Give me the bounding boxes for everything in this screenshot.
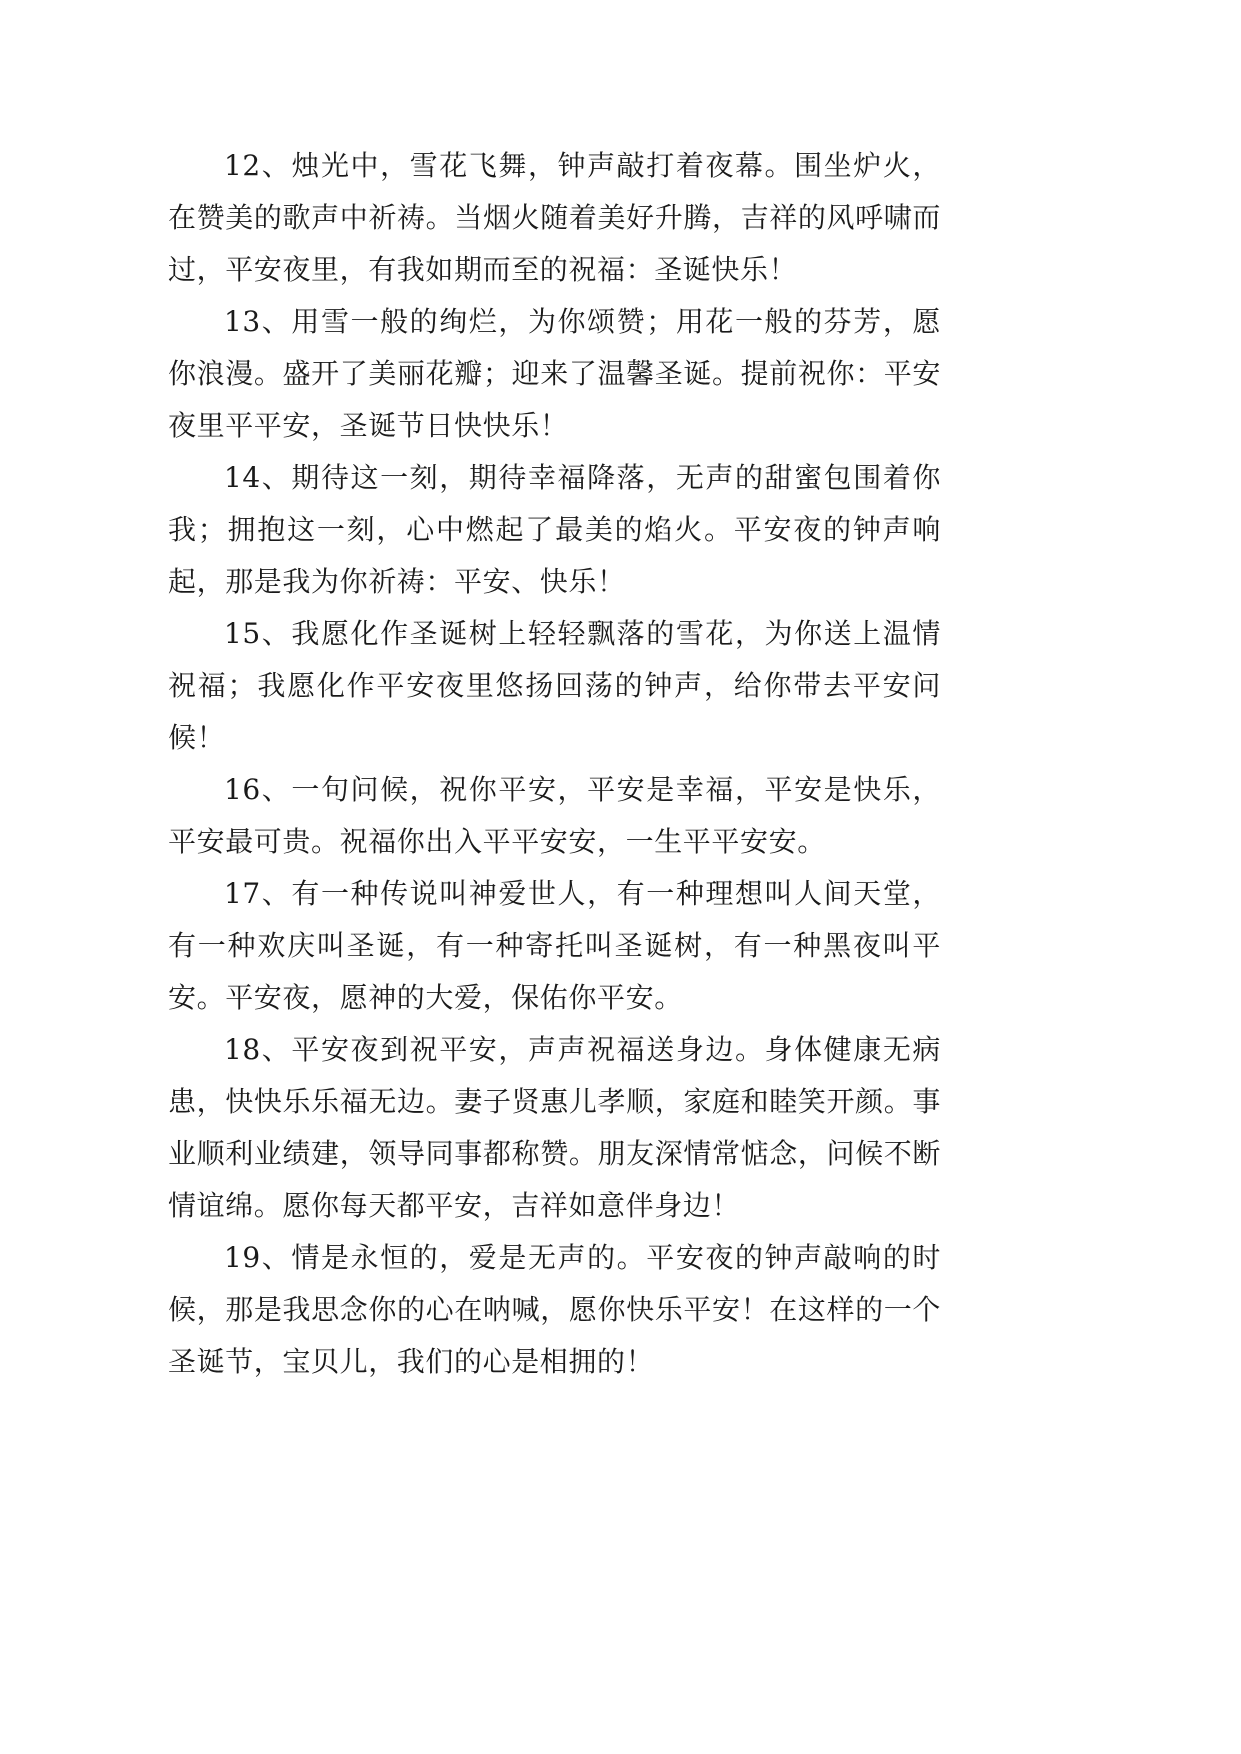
paragraph-14: 14、期待这一刻，期待幸福降落，无声的甜蜜包围着你我；拥抱这一刻，心中燃起了最美的焰火。平安夜的钟声响起，那是我为你祈祷：平安、快乐！ xyxy=(168,461,941,598)
paragraph-13: 13、用雪一般的绚烂，为你颂赞；用花一般的芬芳，愿你浪漫。盛开了美丽花瓣；迎来了温馨圣诞。提前祝你：平安夜里平平安，圣诞节日快快乐！ xyxy=(168,305,941,442)
paragraph-18: 18、平安夜到祝平安，声声祝福送身边。身体健康无病患，快快乐乐福无边。妻子贤惠儿孝顺，家庭和睦笑开颜。事业顺利业绩建，领导同事都称赞。朋友深情常惦念，问候不断情谊绵。愿你每天都平安，吉祥如意伴身边！ xyxy=(168,1033,941,1222)
document-body xyxy=(168,140,941,1388)
paragraph-19: 19、情是永恒的，爱是无声的。平安夜的钟声敲响的时候，那是我思念你的心在呐喊，愿你快乐平安！在这样的一个圣诞节，宝贝儿，我们的心是相拥的！ xyxy=(168,1241,941,1378)
paragraph-15: 15、我愿化作圣诞树上轻轻飘落的雪花，为你送上温情祝福；我愿化作平安夜里悠扬回荡的钟声，给你带去平安问候！ xyxy=(168,617,941,754)
paragraph-16: 16、一句问候，祝你平安，平安是幸福，平安是快乐，平安最可贵。祝福你出入平平安安，一生平平安安。 xyxy=(168,773,941,858)
paragraph-12: 12、烛光中，雪花飞舞，钟声敲打着夜幕。围坐炉火，在赞美的歌声中祈祷。当烟火随着美好升腾，吉祥的风呼啸而过，平安夜里，有我如期而至的祝福：圣诞快乐！ xyxy=(168,149,941,286)
paragraph-17: 17、有一种传说叫神爱世人，有一种理想叫人间天堂，有一种欢庆叫圣诞，有一种寄托叫圣诞树，有一种黑夜叫平安。平安夜，愿神的大爱，保佑你平安。 xyxy=(168,877,941,1014)
